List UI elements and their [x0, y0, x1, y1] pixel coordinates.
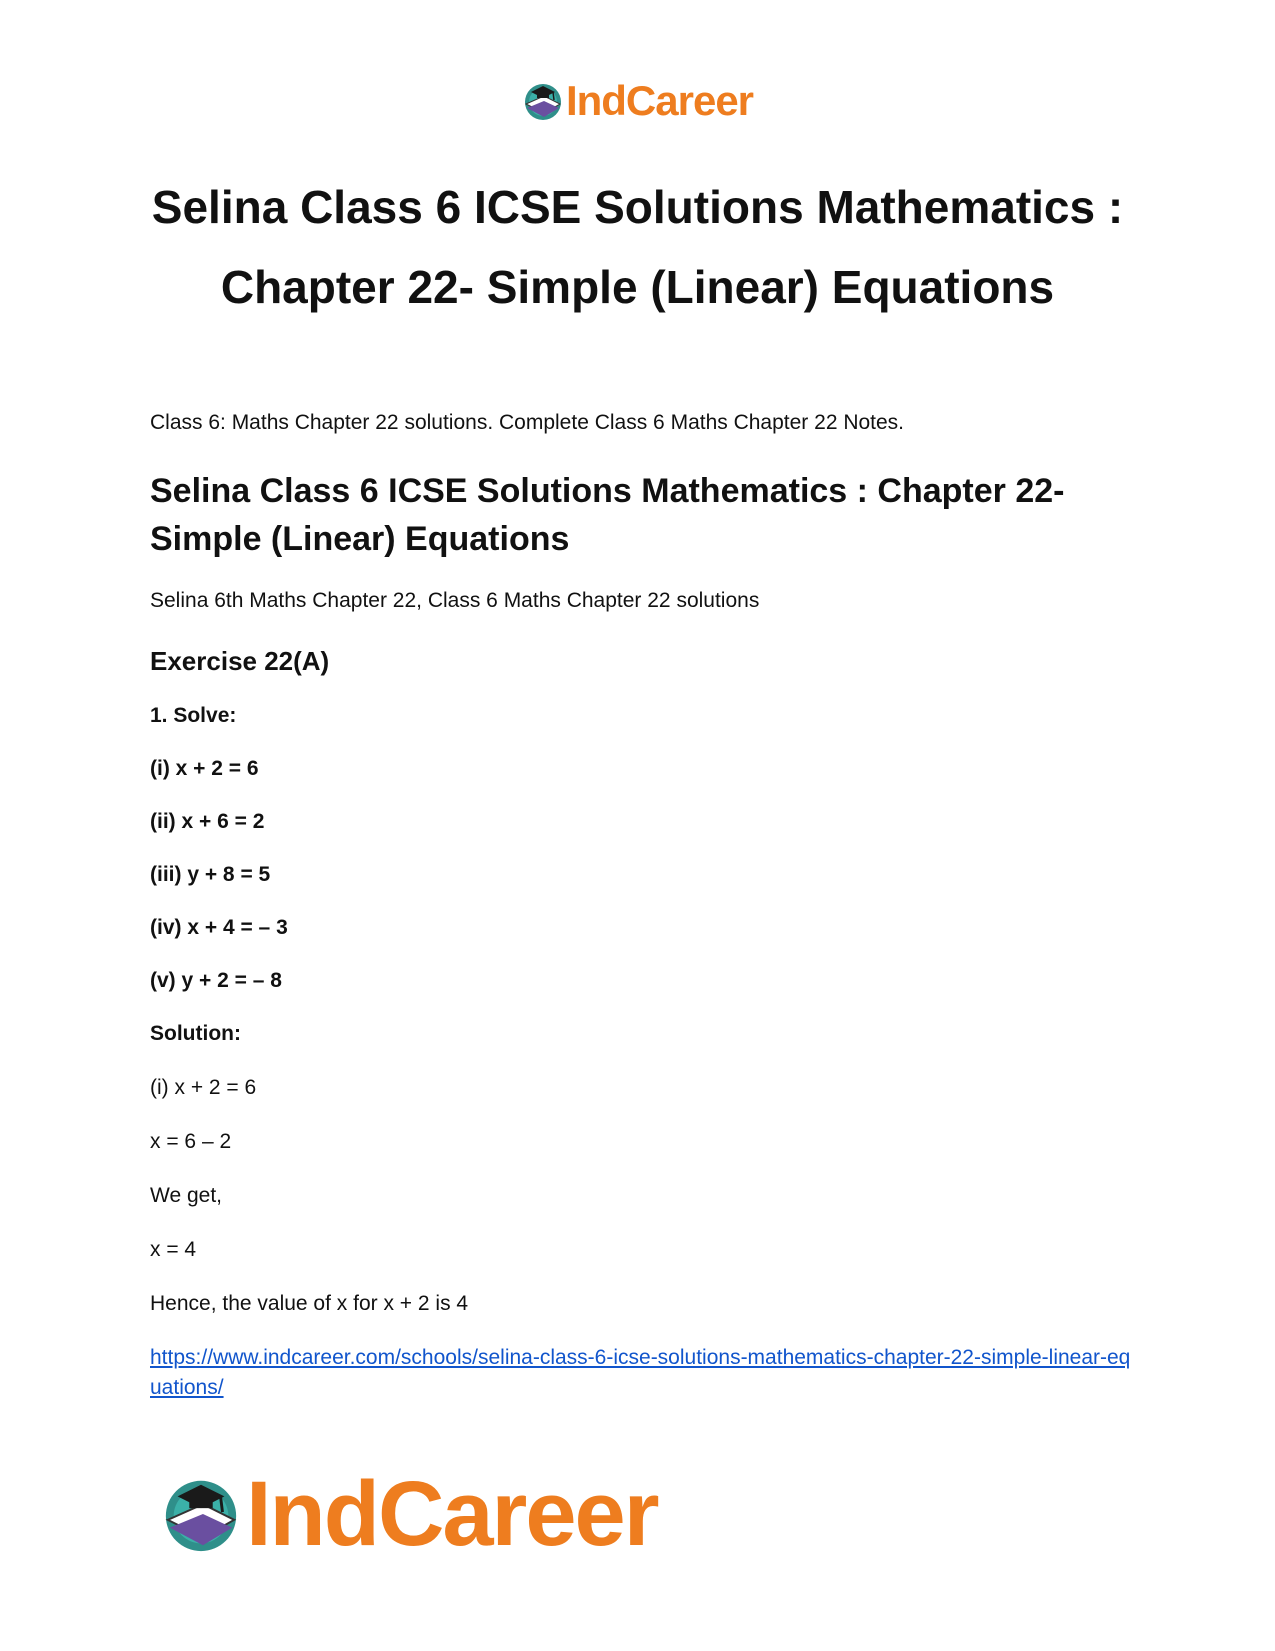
solution-line: (i) x + 2 = 6	[150, 1076, 257, 1099]
question-part: (iii) y + 8 = 5	[150, 863, 271, 886]
logo-text: IndCareer	[246, 1463, 658, 1565]
solution-line: x = 6 – 2	[150, 1130, 232, 1153]
question-part: (ii) x + 6 = 2	[150, 810, 265, 833]
intro-text: Class 6: Maths Chapter 22 solutions. Complete Class 6 Maths Chapter 22 Notes.	[150, 411, 905, 434]
page-title-line-1: Selina Class 6 ICSE Solutions Mathematics :	[151, 181, 1124, 233]
solution-line: Hence, the value of x for x + 2 is 4	[150, 1292, 469, 1315]
page-title-line-2: Chapter 22- Simple (Linear) Equations	[220, 261, 1055, 313]
solution-label: Solution:	[150, 1022, 241, 1045]
section-heading: Selina Class 6 ICSE Solutions Mathematics : Chapter 22- Simple (Linear) Equations	[150, 472, 1065, 558]
graduation-cap-books-globe-icon	[522, 80, 564, 122]
question-part: (iv) x + 4 = – 3	[150, 916, 288, 939]
logo-text: IndCareer	[565, 77, 754, 124]
footer-logo	[160, 1463, 658, 1565]
subtitle-text: Selina 6th Maths Chapter 22, Class 6 Maths Chapter 22 solutions	[150, 589, 760, 612]
question-part: (i) x + 2 = 6	[150, 757, 259, 780]
exercise-heading: Exercise 22(A)	[150, 646, 330, 676]
source-link[interactable]: https://www.indcareer.com/schools/selina-class-6-icse-solutions-mathematics-chapter-22-simple-linear-equations/	[150, 1346, 1131, 1399]
question-label: 1. Solve:	[150, 704, 237, 727]
header-logo	[0, 77, 1275, 124]
graduation-cap-books-globe-icon	[160, 1473, 242, 1555]
solution-line: x = 4	[150, 1238, 197, 1261]
question-part: (v) y + 2 = – 8	[150, 969, 282, 992]
solution-line: We get,	[150, 1184, 222, 1207]
